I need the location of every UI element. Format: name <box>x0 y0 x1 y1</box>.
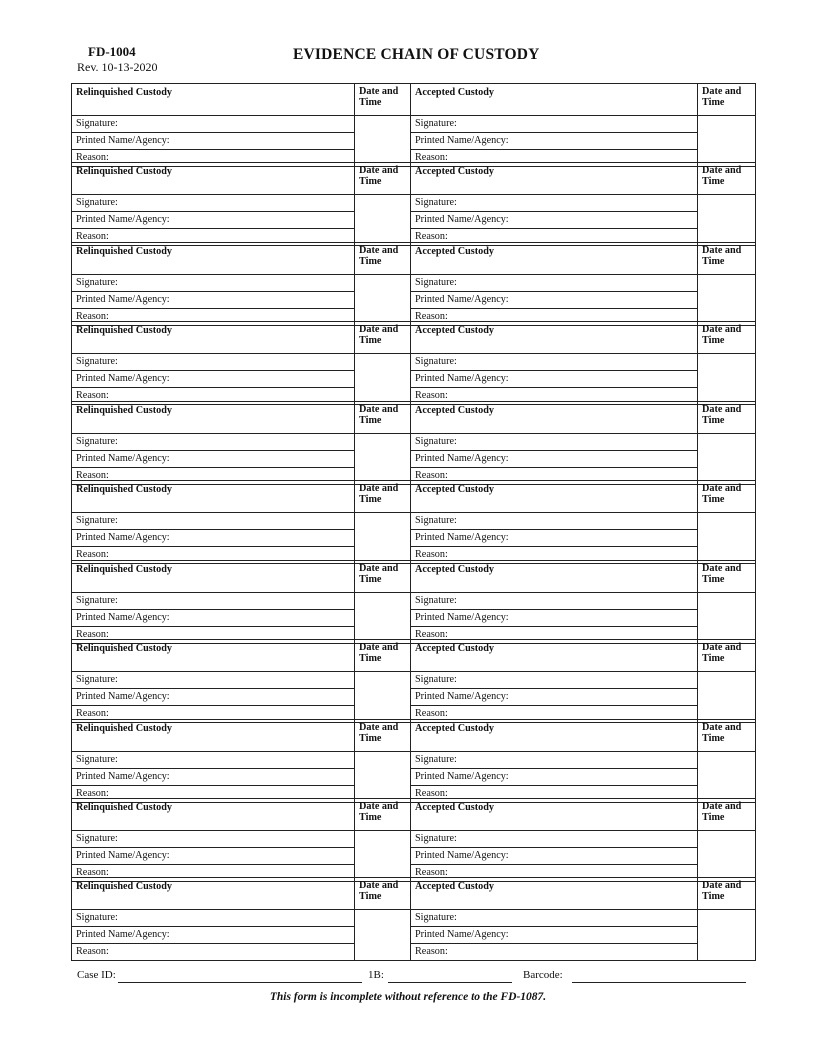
relinquished-date-time-header: Date and Time <box>355 798 411 830</box>
relinquished-custody-header: Relinquished Custody <box>72 322 355 354</box>
accepted-date-time-header: Date and Time <box>698 719 756 751</box>
relinquished-signature-field[interactable]: Signature: <box>72 195 355 212</box>
accepted-custody-header: Accepted Custody <box>411 84 698 116</box>
form-revision: Rev. 10-13-2020 <box>77 60 158 74</box>
accepted-date-time-header: Date and Time <box>698 481 756 513</box>
relinquished-date-time-header: Date and Time <box>355 878 411 910</box>
relinquished-date-time-header: Date and Time <box>355 84 411 116</box>
custody-block <box>71 401 755 480</box>
custody-block <box>71 719 755 798</box>
relinquished-printed-name-field[interactable]: Printed Name/Agency: <box>72 847 355 864</box>
accepted-custody-header: Accepted Custody <box>411 401 698 433</box>
accepted-reason-field[interactable]: Reason: <box>411 626 698 643</box>
relinquished-reason-field[interactable]: Reason: <box>72 864 355 881</box>
accepted-custody-header: Accepted Custody <box>411 640 698 672</box>
custody-block <box>71 639 755 718</box>
relinquished-signature-field[interactable]: Signature: <box>72 830 355 847</box>
relinquished-printed-name-field[interactable]: Printed Name/Agency: <box>72 530 355 547</box>
relinquished-custody-header: Relinquished Custody <box>72 719 355 751</box>
relinquished-printed-name-field[interactable]: Printed Name/Agency: <box>72 689 355 706</box>
accepted-custody-header: Accepted Custody <box>411 163 698 195</box>
accepted-signature-field[interactable]: Signature: <box>411 751 698 768</box>
form-number: FD-1004 <box>88 44 136 59</box>
accepted-reason-field[interactable]: Reason: <box>411 785 698 802</box>
accepted-reason-field[interactable]: Reason: <box>411 308 698 325</box>
custody-block <box>71 480 755 559</box>
relinquished-date-time-header: Date and Time <box>355 401 411 433</box>
relinquished-date-time-field[interactable] <box>355 354 411 405</box>
accepted-date-time-field[interactable] <box>698 513 756 564</box>
relinquished-signature-field[interactable]: Signature: <box>72 513 355 530</box>
accepted-signature-field[interactable]: Signature: <box>411 274 698 291</box>
relinquished-printed-name-field[interactable]: Printed Name/Agency: <box>72 133 355 150</box>
accepted-date-time-header: Date and Time <box>698 322 756 354</box>
accepted-reason-field[interactable]: Reason: <box>411 864 698 881</box>
relinquished-date-time-field[interactable] <box>355 433 411 484</box>
accepted-date-time-header: Date and Time <box>698 401 756 433</box>
relinquished-signature-field[interactable]: Signature: <box>72 672 355 689</box>
relinquished-date-time-field[interactable] <box>355 513 411 564</box>
relinquished-reason-field[interactable]: Reason: <box>72 467 355 484</box>
accepted-date-time-field[interactable] <box>698 274 756 325</box>
custody-block <box>71 560 755 639</box>
relinquished-reason-field[interactable]: Reason: <box>72 388 355 405</box>
accepted-date-time-header: Date and Time <box>698 878 756 910</box>
accepted-date-time-field[interactable] <box>698 751 756 802</box>
accepted-printed-name-field[interactable]: Printed Name/Agency: <box>411 609 698 626</box>
accepted-signature-field[interactable]: Signature: <box>411 195 698 212</box>
accepted-printed-name-field[interactable]: Printed Name/Agency: <box>411 291 698 308</box>
relinquished-date-time-header: Date and Time <box>355 560 411 592</box>
relinquished-custody-header: Relinquished Custody <box>72 481 355 513</box>
accepted-date-time-header: Date and Time <box>698 798 756 830</box>
relinquished-reason-field[interactable]: Reason: <box>72 706 355 723</box>
accepted-printed-name-field[interactable]: Printed Name/Agency: <box>411 689 698 706</box>
accepted-reason-field[interactable]: Reason: <box>411 150 698 167</box>
relinquished-date-time-field[interactable] <box>355 751 411 802</box>
relinquished-date-time-header: Date and Time <box>355 163 411 195</box>
relinquished-printed-name-field[interactable]: Printed Name/Agency: <box>72 768 355 785</box>
relinquished-signature-field[interactable]: Signature: <box>72 433 355 450</box>
relinquished-date-time-field[interactable] <box>355 830 411 881</box>
relinquished-signature-field[interactable]: Signature: <box>72 116 355 133</box>
relinquished-date-time-field[interactable] <box>355 592 411 643</box>
accepted-custody-header: Accepted Custody <box>411 242 698 274</box>
barcode-label: Barcode: <box>523 969 563 981</box>
ib-label: 1B: <box>368 969 384 981</box>
custody-block <box>71 242 755 321</box>
accepted-signature-field[interactable]: Signature: <box>411 910 698 927</box>
relinquished-date-time-field[interactable] <box>355 116 411 167</box>
accepted-date-time-header: Date and Time <box>698 560 756 592</box>
relinquished-reason-field[interactable]: Reason: <box>72 626 355 643</box>
relinquished-printed-name-field[interactable]: Printed Name/Agency: <box>72 212 355 229</box>
relinquished-date-time-header: Date and Time <box>355 322 411 354</box>
relinquished-custody-header: Relinquished Custody <box>72 163 355 195</box>
relinquished-reason-field[interactable]: Reason: <box>72 150 355 167</box>
relinquished-custody-header: Relinquished Custody <box>72 84 355 116</box>
accepted-date-time-header: Date and Time <box>698 163 756 195</box>
accepted-printed-name-field[interactable]: Printed Name/Agency: <box>411 530 698 547</box>
relinquished-signature-field[interactable]: Signature: <box>72 910 355 927</box>
relinquished-signature-field[interactable]: Signature: <box>72 592 355 609</box>
ib-field[interactable] <box>388 982 512 983</box>
accepted-date-time-header: Date and Time <box>698 84 756 116</box>
relinquished-printed-name-field[interactable]: Printed Name/Agency: <box>72 450 355 467</box>
relinquished-signature-field[interactable]: Signature: <box>72 274 355 291</box>
accepted-reason-field[interactable]: Reason: <box>411 944 698 961</box>
custody-grid <box>71 83 755 957</box>
accepted-reason-field[interactable]: Reason: <box>411 706 698 723</box>
relinquished-reason-field[interactable]: Reason: <box>72 308 355 325</box>
accepted-reason-field[interactable]: Reason: <box>411 388 698 405</box>
relinquished-printed-name-field[interactable]: Printed Name/Agency: <box>72 927 355 944</box>
custody-block <box>71 83 755 162</box>
relinquished-signature-field[interactable]: Signature: <box>72 354 355 371</box>
relinquished-signature-field[interactable]: Signature: <box>72 751 355 768</box>
accepted-reason-field[interactable]: Reason: <box>411 547 698 564</box>
accepted-signature-field[interactable]: Signature: <box>411 672 698 689</box>
relinquished-custody-header: Relinquished Custody <box>72 640 355 672</box>
case-id-field[interactable] <box>118 982 362 983</box>
accepted-date-time-field[interactable] <box>698 830 756 881</box>
accepted-date-time-field[interactable] <box>698 672 756 723</box>
relinquished-printed-name-field[interactable]: Printed Name/Agency: <box>72 609 355 626</box>
page-title: EVIDENCE CHAIN OF CUSTODY <box>293 46 540 63</box>
relinquished-custody-header: Relinquished Custody <box>72 401 355 433</box>
accepted-reason-field[interactable]: Reason: <box>411 467 698 484</box>
accepted-date-time-field[interactable] <box>698 910 756 961</box>
accepted-printed-name-field[interactable]: Printed Name/Agency: <box>411 371 698 388</box>
accepted-printed-name-field[interactable]: Printed Name/Agency: <box>411 927 698 944</box>
accepted-signature-field[interactable]: Signature: <box>411 354 698 371</box>
accepted-date-time-field[interactable] <box>698 592 756 643</box>
accepted-signature-field[interactable]: Signature: <box>411 830 698 847</box>
accepted-date-time-field[interactable] <box>698 116 756 167</box>
relinquished-date-time-field[interactable] <box>355 672 411 723</box>
accepted-signature-field[interactable]: Signature: <box>411 513 698 530</box>
accepted-printed-name-field[interactable]: Printed Name/Agency: <box>411 847 698 864</box>
accepted-custody-header: Accepted Custody <box>411 878 698 910</box>
relinquished-date-time-header: Date and Time <box>355 481 411 513</box>
relinquished-custody-header: Relinquished Custody <box>72 878 355 910</box>
relinquished-custody-header: Relinquished Custody <box>72 798 355 830</box>
relinquished-custody-header: Relinquished Custody <box>72 242 355 274</box>
relinquished-custody-header: Relinquished Custody <box>72 560 355 592</box>
accepted-printed-name-field[interactable]: Printed Name/Agency: <box>411 212 698 229</box>
barcode-field[interactable] <box>572 982 746 983</box>
custody-block <box>71 798 755 877</box>
relinquished-reason-field[interactable]: Reason: <box>72 547 355 564</box>
accepted-custody-header: Accepted Custody <box>411 481 698 513</box>
accepted-custody-header: Accepted Custody <box>411 322 698 354</box>
relinquished-printed-name-field[interactable]: Printed Name/Agency: <box>72 371 355 388</box>
relinquished-printed-name-field[interactable]: Printed Name/Agency: <box>72 291 355 308</box>
relinquished-date-time-header: Date and Time <box>355 242 411 274</box>
accepted-custody-header: Accepted Custody <box>411 560 698 592</box>
custody-block <box>71 321 755 400</box>
relinquished-reason-field[interactable]: Reason: <box>72 944 355 961</box>
relinquished-date-time-field[interactable] <box>355 195 411 246</box>
accepted-printed-name-field[interactable]: Printed Name/Agency: <box>411 768 698 785</box>
case-id-label: Case ID: <box>77 969 116 981</box>
accepted-printed-name-field[interactable]: Printed Name/Agency: <box>411 450 698 467</box>
relinquished-date-time-header: Date and Time <box>355 640 411 672</box>
accepted-reason-field[interactable]: Reason: <box>411 229 698 246</box>
accepted-printed-name-field[interactable]: Printed Name/Agency: <box>411 133 698 150</box>
custody-block <box>71 877 755 956</box>
relinquished-reason-field[interactable]: Reason: <box>72 785 355 802</box>
relinquished-date-time-header: Date and Time <box>355 719 411 751</box>
reference-note: This form is incomplete without reference to the FD-1087. <box>269 991 547 1003</box>
relinquished-reason-field[interactable]: Reason: <box>72 229 355 246</box>
accepted-signature-field[interactable]: Signature: <box>411 116 698 133</box>
accepted-signature-field[interactable]: Signature: <box>411 433 698 450</box>
accepted-date-time-field[interactable] <box>698 433 756 484</box>
accepted-custody-header: Accepted Custody <box>411 719 698 751</box>
accepted-date-time-field[interactable] <box>698 354 756 405</box>
custody-block <box>71 162 755 241</box>
relinquished-date-time-field[interactable] <box>355 910 411 961</box>
accepted-date-time-header: Date and Time <box>698 242 756 274</box>
accepted-custody-header: Accepted Custody <box>411 798 698 830</box>
accepted-signature-field[interactable]: Signature: <box>411 592 698 609</box>
accepted-date-time-field[interactable] <box>698 195 756 246</box>
accepted-date-time-header: Date and Time <box>698 640 756 672</box>
relinquished-date-time-field[interactable] <box>355 274 411 325</box>
